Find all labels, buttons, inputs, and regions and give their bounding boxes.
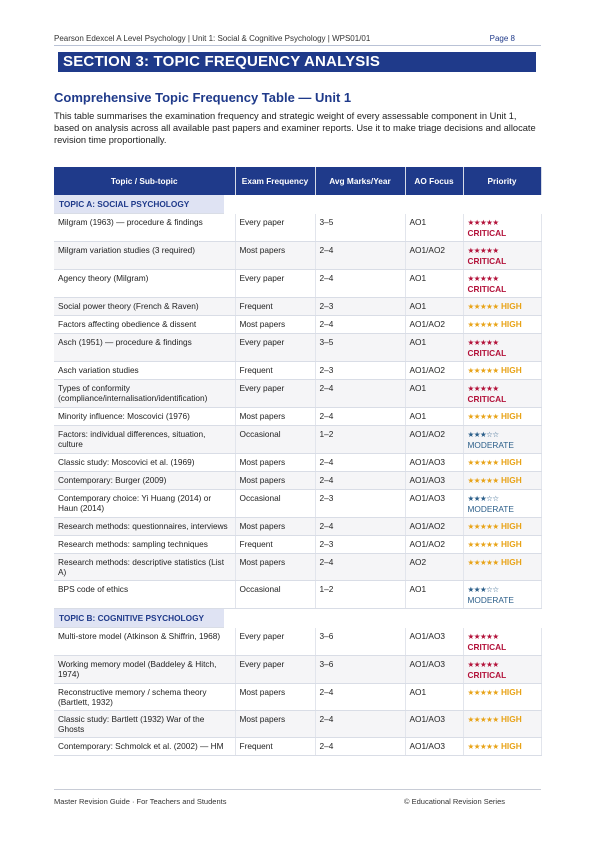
star-rating-icon: ★★★★★ xyxy=(467,688,499,697)
priority-label: MODERATE xyxy=(467,440,514,450)
priority-label: CRITICAL xyxy=(467,670,507,680)
marks-cell: 2–4 xyxy=(315,270,405,298)
column-header-ao: AO Focus xyxy=(405,167,463,195)
marks-cell: 2–3 xyxy=(315,362,405,380)
priority-label: HIGH xyxy=(500,741,522,751)
topic-frequency-table xyxy=(54,167,542,756)
column-header-marks: Avg Marks/Year xyxy=(315,167,405,195)
marks-cell: 1–2 xyxy=(315,581,405,609)
ao-cell: AO1 xyxy=(405,270,463,298)
ao-cell: AO1/AO2 xyxy=(405,536,463,554)
priority-cell xyxy=(463,316,541,334)
star-rating-icon: ★★★★★ xyxy=(467,302,499,311)
priority-cell xyxy=(463,408,541,426)
frequency-cell: Every paper xyxy=(235,380,315,408)
subtopic-cell: Classic study: Moscovici et al. (1969) xyxy=(54,454,235,472)
frequency-cell: Occasional xyxy=(235,581,315,609)
star-rating-icon: ★★★☆☆ xyxy=(467,494,499,503)
subtopic-cell: Contemporary: Burger (2009) xyxy=(54,472,235,490)
frequency-cell: Occasional xyxy=(235,426,315,454)
subtopic-cell: Multi-store model (Atkinson & Shiffrin, 1968) xyxy=(54,628,235,656)
section-banner: SECTION 3: TOPIC FREQUENCY ANALYSIS xyxy=(58,52,536,72)
star-rating-icon: ★★★★★ xyxy=(467,218,499,227)
priority-cell xyxy=(463,334,541,362)
frequency-cell: Frequent xyxy=(235,298,315,316)
priority-label: HIGH xyxy=(500,557,522,567)
table-row xyxy=(54,536,541,554)
marks-cell: 2–3 xyxy=(315,298,405,316)
ao-cell: AO1 xyxy=(405,380,463,408)
marks-cell: 2–4 xyxy=(315,242,405,270)
table-row xyxy=(54,408,541,426)
star-rating-icon: ★★★★★ xyxy=(467,742,499,751)
priority-label: HIGH xyxy=(500,365,522,375)
priority-label: HIGH xyxy=(500,687,522,697)
star-rating-icon: ★★★★★ xyxy=(467,366,499,375)
priority-cell xyxy=(463,362,541,380)
subtopic-cell: Milgram variation studies (3 required) xyxy=(54,242,235,270)
ao-cell: AO1/AO2 xyxy=(405,316,463,334)
table-row xyxy=(54,684,541,711)
table-row xyxy=(54,554,541,581)
table-row xyxy=(54,518,541,536)
priority-cell xyxy=(463,214,541,242)
ao-cell: AO1 xyxy=(405,334,463,362)
frequency-cell: Every paper xyxy=(235,214,315,242)
table-row xyxy=(54,490,541,518)
subtopic-cell: Classic study: Bartlett (1932) War of the Ghosts xyxy=(54,711,235,738)
priority-label: CRITICAL xyxy=(467,642,507,652)
topic-heading-cell xyxy=(54,609,541,629)
priority-label: MODERATE xyxy=(467,595,514,605)
ao-cell: AO1 xyxy=(405,684,463,711)
frequency-cell: Most papers xyxy=(235,711,315,738)
frequency-cell: Most papers xyxy=(235,242,315,270)
priority-label: HIGH xyxy=(500,411,522,421)
ao-cell: AO1 xyxy=(405,581,463,609)
priority-label: CRITICAL xyxy=(467,256,507,266)
priority-cell xyxy=(463,242,541,270)
frequency-cell: Every paper xyxy=(235,270,315,298)
table-row xyxy=(54,738,541,756)
table-row xyxy=(54,472,541,490)
star-rating-icon: ★★★★★ xyxy=(467,632,499,641)
priority-cell xyxy=(463,581,541,609)
marks-cell: 2–4 xyxy=(315,380,405,408)
ao-cell: AO1/AO3 xyxy=(405,738,463,756)
subtopic-cell: Reconstructive memory / schema theory (Bartlett, 1932) xyxy=(54,684,235,711)
star-rating-icon: ★★★☆☆ xyxy=(467,430,499,439)
priority-label: HIGH xyxy=(500,301,522,311)
star-rating-icon: ★★★★★ xyxy=(467,540,499,549)
ao-cell: AO1/AO3 xyxy=(405,628,463,656)
frequency-cell: Every paper xyxy=(235,628,315,656)
table-row xyxy=(54,316,541,334)
subtopic-cell: Working memory model (Baddeley & Hitch, 1974) xyxy=(54,656,235,684)
topic-heading-row xyxy=(54,609,541,629)
priority-label: CRITICAL xyxy=(467,394,507,404)
column-header-priority: Priority xyxy=(463,167,541,195)
frequency-cell: Most papers xyxy=(235,472,315,490)
frequency-cell: Most papers xyxy=(235,408,315,426)
priority-cell xyxy=(463,518,541,536)
subtopic-cell: Asch variation studies xyxy=(54,362,235,380)
running-footer xyxy=(54,797,541,806)
running-header xyxy=(54,34,541,43)
star-rating-icon: ★★★★★ xyxy=(467,320,499,329)
marks-cell: 2–4 xyxy=(315,711,405,738)
ao-cell: AO1 xyxy=(405,408,463,426)
frequency-cell: Most papers xyxy=(235,316,315,334)
priority-label: HIGH xyxy=(500,539,522,549)
footer-copyright: © Educational Revision Series xyxy=(404,797,505,806)
priority-cell xyxy=(463,270,541,298)
ao-cell: AO1/AO3 xyxy=(405,711,463,738)
star-rating-icon: ★★★★★ xyxy=(467,660,499,669)
table-row xyxy=(54,298,541,316)
frequency-cell: Frequent xyxy=(235,536,315,554)
priority-cell xyxy=(463,554,541,581)
marks-cell: 2–4 xyxy=(315,554,405,581)
priority-cell xyxy=(463,298,541,316)
marks-cell: 3–5 xyxy=(315,334,405,362)
header-course-info: Pearson Edexcel A Level Psychology | Unit 1: Social & Cognitive Psychology | WPS01/01 xyxy=(54,34,371,43)
table-row xyxy=(54,362,541,380)
ao-cell: AO1/AO3 xyxy=(405,656,463,684)
page-number: Page 8 xyxy=(489,34,515,43)
table-row xyxy=(54,454,541,472)
subtopic-cell: Milgram (1963) — procedure & findings xyxy=(54,214,235,242)
subtopic-cell: Factors: individual differences, situation, culture xyxy=(54,426,235,454)
topic-heading-cell xyxy=(54,195,541,214)
table-row xyxy=(54,380,541,408)
marks-cell: 2–3 xyxy=(315,536,405,554)
priority-cell xyxy=(463,472,541,490)
priority-label: CRITICAL xyxy=(467,284,507,294)
star-rating-icon: ★★★★★ xyxy=(467,274,499,283)
subtopic-cell: Research methods: descriptive statistics (List A) xyxy=(54,554,235,581)
priority-cell xyxy=(463,628,541,656)
ao-cell: AO1/AO2 xyxy=(405,518,463,536)
subtopic-cell: Minority influence: Moscovici (1976) xyxy=(54,408,235,426)
priority-cell xyxy=(463,656,541,684)
table-title: Comprehensive Topic Frequency Table — Unit 1 xyxy=(54,90,352,105)
star-rating-icon: ★★★★★ xyxy=(467,246,499,255)
marks-cell: 3–6 xyxy=(315,628,405,656)
priority-label: CRITICAL xyxy=(467,228,507,238)
frequency-cell: Most papers xyxy=(235,554,315,581)
table-row xyxy=(54,270,541,298)
subtopic-cell: Factors affecting obedience & dissent xyxy=(54,316,235,334)
frequency-cell: Frequent xyxy=(235,362,315,380)
ao-cell: AO1/AO2 xyxy=(405,242,463,270)
table-row xyxy=(54,426,541,454)
frequency-cell: Every paper xyxy=(235,334,315,362)
star-rating-icon: ★★★★★ xyxy=(467,384,499,393)
table-row xyxy=(54,581,541,609)
frequency-cell: Most papers xyxy=(235,518,315,536)
marks-cell: 2–4 xyxy=(315,738,405,756)
priority-cell xyxy=(463,738,541,756)
table-row xyxy=(54,334,541,362)
table-header-row xyxy=(54,167,541,195)
star-rating-icon: ★★★★★ xyxy=(467,338,499,347)
subtopic-cell: Contemporary: Schmolck et al. (2002) — HM xyxy=(54,738,235,756)
priority-label: HIGH xyxy=(500,521,522,531)
table-row xyxy=(54,656,541,684)
priority-label: CRITICAL xyxy=(467,348,507,358)
table-body xyxy=(54,195,541,756)
table-row xyxy=(54,214,541,242)
ao-cell: AO1/AO3 xyxy=(405,490,463,518)
subtopic-cell: Contemporary choice: Yi Huang (2014) or Haun (2014) xyxy=(54,490,235,518)
subtopic-cell: Types of conformity (compliance/internalisation/identification) xyxy=(54,380,235,408)
frequency-cell: Most papers xyxy=(235,684,315,711)
priority-label: HIGH xyxy=(500,475,522,485)
marks-cell: 2–4 xyxy=(315,684,405,711)
frequency-cell: Frequent xyxy=(235,738,315,756)
topic-heading: TOPIC B: COGNITIVE PSYCHOLOGY xyxy=(54,609,224,628)
subtopic-cell: Asch (1951) — procedure & findings xyxy=(54,334,235,362)
marks-cell: 2–4 xyxy=(315,518,405,536)
table-row xyxy=(54,242,541,270)
subtopic-cell: BPS code of ethics xyxy=(54,581,235,609)
ao-cell: AO1/AO3 xyxy=(405,472,463,490)
marks-cell: 2–4 xyxy=(315,408,405,426)
priority-label: HIGH xyxy=(500,319,522,329)
star-rating-icon: ★★★★★ xyxy=(467,476,499,485)
star-rating-icon: ★★★★★ xyxy=(467,412,499,421)
subtopic-cell: Research methods: sampling techniques xyxy=(54,536,235,554)
header-divider xyxy=(54,45,541,46)
priority-label: HIGH xyxy=(500,457,522,467)
table-row xyxy=(54,711,541,738)
ao-cell: AO1 xyxy=(405,298,463,316)
star-rating-icon: ★★★★★ xyxy=(467,715,499,724)
column-header-frequency: Exam Frequency xyxy=(235,167,315,195)
priority-cell xyxy=(463,426,541,454)
priority-label: MODERATE xyxy=(467,504,514,514)
frequency-cell: Every paper xyxy=(235,656,315,684)
marks-cell: 3–6 xyxy=(315,656,405,684)
frequency-cell: Most papers xyxy=(235,454,315,472)
table-row xyxy=(54,628,541,656)
priority-cell xyxy=(463,490,541,518)
star-rating-icon: ★★★★★ xyxy=(467,458,499,467)
ao-cell: AO1 xyxy=(405,214,463,242)
ao-cell: AO2 xyxy=(405,554,463,581)
marks-cell: 2–3 xyxy=(315,490,405,518)
marks-cell: 3–5 xyxy=(315,214,405,242)
footer-guide-name: Master Revision Guide · For Teachers and Students xyxy=(54,797,227,806)
footer-divider xyxy=(54,789,541,790)
ao-cell: AO1/AO3 xyxy=(405,454,463,472)
ao-cell: AO1/AO2 xyxy=(405,426,463,454)
priority-cell xyxy=(463,380,541,408)
priority-cell xyxy=(463,536,541,554)
topic-heading: TOPIC A: SOCIAL PSYCHOLOGY xyxy=(54,195,224,214)
priority-cell xyxy=(463,684,541,711)
star-rating-icon: ★★★★★ xyxy=(467,522,499,531)
subtopic-cell: Social power theory (French & Raven) xyxy=(54,298,235,316)
marks-cell: 2–4 xyxy=(315,316,405,334)
priority-cell xyxy=(463,454,541,472)
subtopic-cell: Agency theory (Milgram) xyxy=(54,270,235,298)
intro-paragraph: This table summarises the examination frequency and strategic weight of every assessable component in Unit 1, based on analysis across all available past papers and examiner reports. Use it to make triage decisions and allocate revision time proportionally. xyxy=(54,111,536,145)
priority-cell xyxy=(463,711,541,738)
subtopic-cell: Research methods: questionnaires, interviews xyxy=(54,518,235,536)
ao-cell: AO1/AO2 xyxy=(405,362,463,380)
marks-cell: 1–2 xyxy=(315,426,405,454)
column-header-topic: Topic / Sub-topic xyxy=(54,167,235,195)
topic-heading-row xyxy=(54,195,541,214)
star-rating-icon: ★★★☆☆ xyxy=(467,585,499,594)
star-rating-icon: ★★★★★ xyxy=(467,558,499,567)
marks-cell: 2–4 xyxy=(315,472,405,490)
frequency-cell: Occasional xyxy=(235,490,315,518)
priority-label: HIGH xyxy=(500,714,522,724)
marks-cell: 2–4 xyxy=(315,454,405,472)
